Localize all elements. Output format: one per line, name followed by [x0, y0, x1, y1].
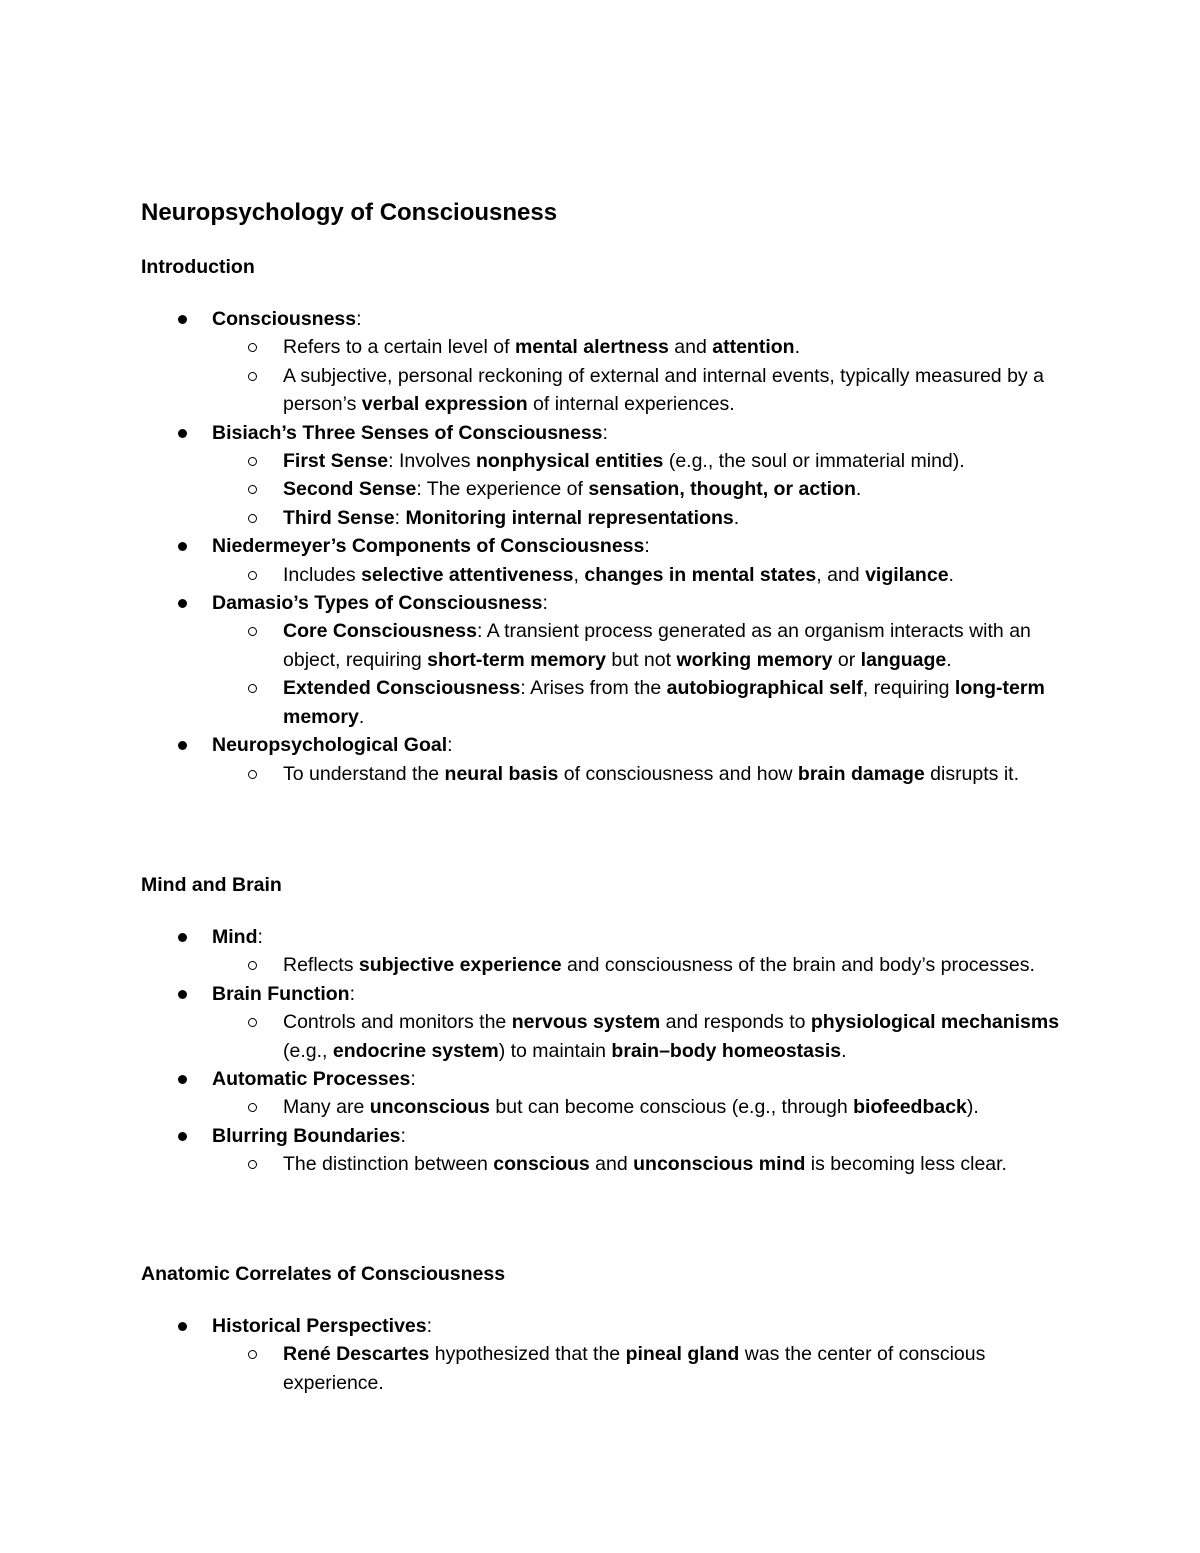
sub-bullet-list — [212, 1150, 1200, 1178]
text-run: and responds to — [660, 1011, 811, 1034]
bold-text: unconscious — [369, 1096, 490, 1119]
hollow-bullet-icon — [248, 343, 257, 352]
text-run: but not — [605, 648, 677, 671]
bold-text: Automatic Processes — [212, 1068, 411, 1091]
text-run: but can become conscious (e.g., through — [489, 1096, 854, 1119]
bold-text: Consciousness — [212, 308, 357, 330]
bold-text: First Sense — [283, 450, 389, 473]
sub-bullet-item — [0, 447, 1083, 475]
bold-text: sensation, thought, or action — [588, 478, 856, 501]
sub-bullet-item — [0, 475, 1083, 503]
bold-text: brain–body homeostasis — [611, 1039, 842, 1062]
bold-text: changes in mental states — [584, 563, 817, 586]
sub-bullet-list — [212, 1340, 1200, 1397]
bold-text: short-term memory — [427, 648, 606, 671]
sub-bullet-item — [0, 1340, 1083, 1397]
text-run: : — [542, 592, 548, 615]
hollow-bullet-icon — [248, 684, 257, 693]
bullet-label — [212, 734, 453, 756]
sub-bullet-item — [0, 1150, 1083, 1178]
document-title: Neuropsychology of Consciousness — [141, 199, 558, 226]
bullet-list-introduction — [0, 305, 1200, 788]
bullet-item — [0, 980, 1200, 1065]
sub-bullet-list — [212, 333, 1200, 418]
text-run: To understand the — [283, 762, 445, 785]
sub-bullet-item — [0, 561, 1083, 589]
bullet-label — [212, 535, 650, 557]
bold-text: nonphysical entities — [475, 450, 664, 473]
hollow-bullet-icon — [248, 372, 257, 381]
bullet-label — [212, 1315, 432, 1337]
bold-text: mental alertness — [514, 336, 669, 359]
bullet-label — [212, 926, 263, 948]
bold-text: working memory — [676, 648, 833, 671]
bold-text: Second Sense — [283, 478, 417, 501]
sub-bullet-item — [0, 760, 1083, 788]
bold-text: subjective experience — [358, 954, 562, 977]
text-run: Many are — [283, 1096, 370, 1119]
bold-text: long-term memory — [283, 677, 1045, 728]
bold-text: endocrine system — [332, 1039, 499, 1062]
bullet-dot-icon — [178, 599, 187, 608]
bold-text: verbal expression — [361, 393, 528, 416]
hollow-bullet-icon — [248, 485, 257, 494]
text-run: or — [832, 648, 861, 671]
text-run: : — [644, 535, 650, 558]
bold-text: René Descartes — [283, 1343, 430, 1366]
text-run: Controls and monitors the — [283, 1011, 512, 1034]
bullet-list-anatomic-correlates — [0, 1312, 1200, 1397]
hollow-bullet-icon — [248, 514, 257, 523]
sub-bullet-item — [0, 333, 1083, 361]
bullet-item — [0, 305, 1200, 419]
text-run: : — [410, 1068, 416, 1091]
bold-text: language — [860, 648, 947, 671]
text-run: , and — [816, 563, 866, 586]
text-run: , — [573, 563, 585, 586]
text-run: . — [733, 506, 740, 529]
text-run: and — [589, 1153, 634, 1176]
text-run: : Arises from the — [520, 677, 667, 700]
bullet-item — [0, 1122, 1200, 1179]
sub-bullet-list — [212, 617, 1200, 731]
text-run: hypothesized that the — [429, 1343, 626, 1366]
bullet-dot-icon — [178, 1132, 187, 1141]
bullet-dot-icon — [178, 990, 187, 999]
hollow-bullet-icon — [248, 1018, 257, 1027]
sub-bullet-list — [212, 447, 1200, 532]
bullet-label — [212, 1125, 406, 1147]
text-run: (e.g., the soul or immaterial mind). — [663, 450, 965, 473]
section-heading-mind-and-brain: Mind and Brain — [141, 874, 282, 896]
bold-text: vigilance — [865, 563, 949, 586]
bold-text: brain damage — [797, 762, 925, 785]
bullet-item — [0, 923, 1200, 980]
hollow-bullet-icon — [248, 1160, 257, 1169]
text-run: Refers to a certain level of — [283, 336, 515, 359]
text-run: . — [841, 1039, 847, 1062]
bold-text: Monitoring internal representations — [405, 506, 734, 529]
text-run: : — [426, 1315, 433, 1337]
bullet-label — [212, 983, 355, 1005]
text-run: (e.g., — [283, 1039, 333, 1062]
hollow-bullet-icon — [248, 1350, 257, 1359]
bullet-dot-icon — [178, 741, 187, 750]
bold-text: conscious — [493, 1153, 590, 1176]
text-run: . — [948, 563, 954, 586]
text-run: Includes — [283, 563, 362, 586]
bullet-item — [0, 1065, 1200, 1122]
text-run: and — [668, 336, 713, 359]
bold-text: Niedermeyer’s Components of Consciousness — [212, 535, 645, 558]
bullet-item — [0, 1312, 1200, 1397]
bold-text: unconscious mind — [633, 1153, 806, 1176]
hollow-bullet-icon — [248, 961, 257, 970]
sub-bullet-list — [212, 1093, 1200, 1121]
section-heading-anatomic-correlates: Anatomic Correlates of Consciousness — [141, 1263, 506, 1285]
sub-bullet-item — [0, 951, 1083, 979]
bullet-dot-icon — [178, 1075, 187, 1084]
sub-bullet-item — [0, 504, 1083, 532]
text-run: : — [394, 506, 406, 529]
sub-bullet-list — [212, 1008, 1200, 1065]
bullet-item — [0, 532, 1200, 589]
sub-bullet-list — [212, 760, 1200, 788]
text-run: : — [257, 926, 263, 948]
hollow-bullet-icon — [248, 770, 257, 779]
text-run: was the center of conscious experience. — [283, 1343, 986, 1394]
bold-text: Core Consciousness — [283, 620, 477, 643]
bullet-dot-icon — [178, 933, 187, 942]
text-run: of consciousness and how — [558, 762, 798, 785]
text-run: ). — [966, 1096, 979, 1119]
bullet-item — [0, 419, 1200, 533]
sub-bullet-list — [212, 951, 1200, 979]
text-run: of internal experiences. — [527, 393, 735, 416]
bold-text: Blurring Boundaries — [212, 1124, 401, 1147]
hollow-bullet-icon — [248, 1103, 257, 1112]
sub-bullet-list — [212, 561, 1200, 589]
sub-bullet-item — [0, 674, 1083, 731]
bullet-list-mind-and-brain — [0, 923, 1200, 1179]
text-run: . — [794, 336, 800, 359]
text-run: disrupts it. — [924, 762, 1020, 785]
hollow-bullet-icon — [248, 627, 257, 636]
bold-text: Mind — [212, 926, 258, 948]
text-run: The distinction between — [283, 1153, 494, 1176]
bullet-label — [212, 308, 362, 330]
text-run: . — [358, 705, 365, 728]
bullet-dot-icon — [178, 315, 187, 324]
text-run: . — [855, 478, 862, 501]
bold-text: selective attentiveness — [361, 563, 574, 586]
bold-text: Brain Function — [212, 982, 350, 1005]
text-run: : — [602, 421, 608, 444]
sub-bullet-item — [0, 617, 1083, 674]
text-run: : Involves — [388, 450, 476, 473]
text-run: , requiring — [862, 677, 955, 700]
text-run: and consciousness of the brain and body’s processes. — [561, 954, 1035, 977]
bullet-label — [212, 422, 608, 444]
bullet-label — [212, 1068, 416, 1090]
text-run: : — [349, 982, 355, 1005]
text-run: : The experience of — [416, 478, 589, 501]
sub-bullet-item — [0, 1008, 1083, 1065]
bold-text: physiological mechanisms — [810, 1011, 1060, 1034]
hollow-bullet-icon — [248, 571, 257, 580]
text-run: is becoming less clear. — [805, 1153, 1007, 1176]
sub-bullet-item — [0, 362, 1083, 419]
bold-text: biofeedback — [853, 1096, 967, 1119]
section-heading-introduction: Introduction — [141, 256, 255, 278]
bullet-item — [0, 731, 1200, 788]
bold-text: Third Sense — [283, 506, 395, 529]
bold-text: nervous system — [511, 1011, 661, 1034]
sub-bullet-item — [0, 1093, 1083, 1121]
bold-text: Neuropsychological Goal — [212, 734, 448, 757]
bullet-label — [212, 592, 548, 614]
text-run: : — [400, 1124, 406, 1147]
bold-text: Extended Consciousness — [283, 677, 521, 700]
text-run: . — [946, 648, 952, 671]
bold-text: attention — [712, 336, 795, 359]
text-run: : A transient process generated as an organism interacts with an object, requiring — [283, 620, 1031, 671]
bold-text: Damasio’s Types of Consciousness — [212, 592, 543, 615]
hollow-bullet-icon — [248, 457, 257, 466]
text-run: ) to maintain — [498, 1039, 612, 1062]
bold-text: pineal gland — [625, 1343, 740, 1366]
text-run: Reflects — [283, 954, 359, 977]
bold-text: neural basis — [444, 762, 559, 785]
text-run: : — [356, 308, 362, 330]
text-run: A subjective, personal reckoning of external and internal events, typically measured by a person’s — [283, 364, 1044, 416]
bullet-dot-icon — [178, 542, 187, 551]
text-run: : — [447, 734, 453, 757]
bold-text: autobiographical self — [666, 677, 863, 700]
bullet-item — [0, 589, 1200, 731]
bold-text: Historical Perspectives — [212, 1315, 427, 1337]
bullet-dot-icon — [178, 1322, 187, 1331]
bold-text: Bisiach’s Three Senses of Consciousness — [212, 421, 603, 444]
bullet-dot-icon — [178, 429, 187, 438]
